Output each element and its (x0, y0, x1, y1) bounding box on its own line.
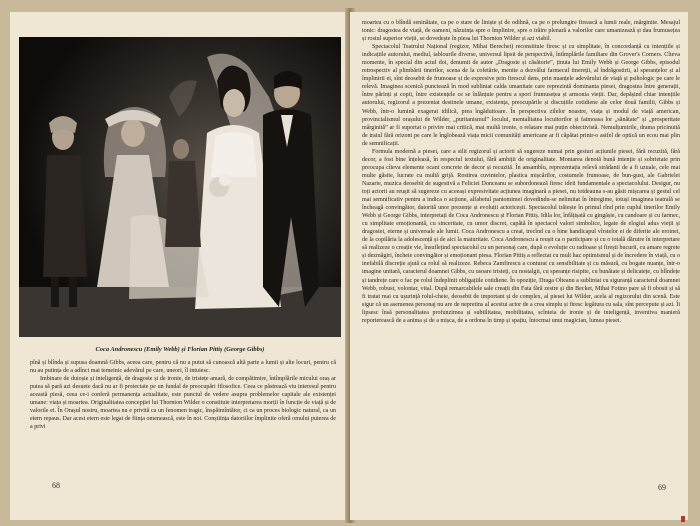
paragraph: moartea cu o blîndă seninătate, ca pe o stare de liniște și de odihnă, ca pe o prelungire firească a lumii reale, mărginite. Mesajul tonic: dragostea de viață, de oameni, năzuința spre o împlinire, spre o trăire plenară a valorilor care umanizează și dau frumusețea și rostul superior vieții, se dovedește în piesa lui Thornton Wilder și azi viabil. (362, 20, 680, 43)
left-page-text (30, 359, 336, 431)
wedding-scene-image (19, 37, 341, 337)
left-page (10, 12, 348, 520)
paragraph: Imbinare de duioșie și inteligență, de dragoste și de ironie, de tristețe amară, de compătimire, întîmplările micului oraș ar putea să pară azi desuete dacă nu ar fi proiectate pe un fundal de preocupări filosofice. Ceea ce păstrează viu interesul pentru această piesă, ceea ce-i conferă permanența actualitate, este punctul de vedere asupra problemelor capitale ale existenței umane: viața și moartea. Originalitatea concepției lui Thornton Wilder o constituie interpretarea morții în funcție de viață și de valorile ei. În Orașul nostru, moartea nu e privită ca un fenomen tragic, înspăimîntător, ci ca un proces biologic natural, ca un etern repaus. Dar acest etern este legat de ființa omenească, este în noi. Conștiința datoriilor împlinite oferă omului puterea de a privi (30, 376, 336, 431)
page-number-right: 69 (658, 483, 666, 492)
photo-caption: Coca Andronescu (Emily Webb) și Florian Pittiș (George Gibbs) (95, 346, 265, 353)
paragraph: pînă și blînda și supusa doamnă Gibbs, aceea care, pentru că nu a putut să cunoască altă parte a lumii și alte locuri, pentru că nu au putința de a adînci mai temeinic adevărul pe care, uneori, îl intuiesc. (30, 360, 336, 375)
bookmark-ribbon (681, 516, 685, 522)
paragraph: Spectacolul Teatrului Național (regizor, Mihai Berechet) reconstituie firesc și cu simplitate, în concordanță cu intențiile și indicațiile autorului, mediul, tablourile diverse, universul lipsit de perspectivă, întîmplările familiare din Grover's Corners. Cîteva momente, în special din actul doi, denumit de autor „Dragoste și căsătorie”, ținuta lui Emily Webb și George Gibbs, episodul retrospectiv al plimbării tinerilor, scena de la cofetărie, menite a dezvălui farmecul tinereții, al îndrăgostirii, al speranțelor și al împlinirii ei, sînt deosebit de frumoase și de expresive prin firescul dens, prin nuanțele adevărului de viață și psihologic pe care le relevă. Imaginea scenică punctează în mod subliniat calda umanitate care reprezintă dominanta piesei, dragostea între generații, între părinți și copii, între existențele ce se înlănțuie pentru a spori frumusețea și armonia vieții. Dar, depășind chiar intențiile autorului, regizorul a prezentat destinele umane, existența, preocupările și discuțiile cotidiene ale celor două familii, Gibbs și Webb, într-o lumină exagerat idilică, prea îngăduitoare. În perspectiva zilelor noastre, viața și modul de viață american, provincialismul orașului de Wilder, „puritanismul” locului, mentalitatea locuitorilor și faimoasa lor „sănătate” și „prosperitate mărginită” ar fi suportat o privire mai critică, mai multă ironie, o relatare mai puțin obiectivistă. Nemulțumirile, drama pricinuită de traiul fără orizont pe care le înglobează viața micii comunități americane ar fi căpătat printr-o astfel de optică un ecou mai plin de semnificații. (362, 44, 680, 147)
right-page (350, 12, 688, 520)
page-number-left: 68 (52, 481, 60, 490)
right-page-text (362, 19, 680, 325)
wedding-scene-photo (19, 37, 341, 337)
paragraph: Formula modernă a piesei, care a silit regizorul și actorii să sugereze numai prin gesturi acțiunile piesei, fără recuzită, fără decor, a fost bine înțeleasă, în respectul textului, fără ambiții de originalitate. Montarea denotă bună intenție și sobrietate prin preocupa cîteva elemente ocant concrete de decor și recuzită. În ansamblu, reprezentația relevă strădanii de a fi uzuale, cele mai multe găsite, lucrate cu multă grijă. Rostirea cuvintelor, plastica mișcărilor, costumele frumoase, de bun-gust, ale Gabrielei Nazarie, muzica deosebit de sugestivă a Feliciei Donceanu se subordonează firesc ideii fundamentale a spectacolului. Desigur, nu toți actorii au reușit să sugereze cu aceeași expresivitate acțiunea imaginară a piesei, nu totdeauna s-au găsit mișcarea și gestul cel mai semnificativ pentru a indica o acțiune, alfabetul pantomimei dovedindu-se nelimitat în întregime, totuși imaginea teatrală se încheagă convingător, datorită unor prezențe și evoluții actoricești. Spectacolul trăiește în primul rînd prin cuplul tinerilor Emily Webb și George Gibbs, interpretați de Coca Andronescu și Florian Pittiș. Idila lor, înfățișată cu gingășie, cu candoare și cu farmec, cu simplitate emoționantă, cu sinceritate, cu umor discret, capătă în spectacol valori simbolice, legate de elogiul adus vieții și dragostei, eterne și universale ale lumii. Coca Andronescu a creat, trecînd cu o bine handicapul vîrstelor ei de diferite ale eroinei, de la copilăria la adolescență și de aici la maturitate. Coca Andronescu a reușit ca o participare și cu o totală dăruire în interpretare să realizeze o creație vie, însuflețind spectacolul cu un personaj care, după o evoluție cu radioase și firești bucurii, cu amare regrete și dezmăgiri, încheie convingător și emoționant piesa. Florian Pittiș a reflectat cu mult haz optimismul și de încredere în viață, cu o inefabilă discreție ajută ca rolul să realizeze. Rebeca Zamfirescu a conturat cu sensibilitate și cu măsură, cu bogate nuanțe, într-o imagine unitară, caracterul doamnei Gibbs, cu usoare tristeți, cu nostalgii, cu speranțe risipite, cu bunătate și delicatețe, cu blîndețe și tandrețe care o fac pe rolul îndeplinit obligațiile cotidiene. În opoziție, Draga Olteanu a subliniat cu siguranță caracterul doamnei Webb, robust, volontar, vital. După remarcabilele sale creații din Fata fără zestre și din Becket, Mihai Fotino pare să fi obosit și să fi tratat mai cu ușurință rolul-cheie, deosebit de important și de complex, al piesei lui Wilder, acela al regizorului din scenă. Este sigur că un asemenea personaj nu are de nepretins al acestui actor de a crea simplu și firesc legătura cu sala, sînt percepute și azi. Îi lipsesc însă personalitatea profunzimea și subtilitatea, mobilitatea, scînteia de ironie și de inteligență, inventiva manieră reporterească de a anima și de a mișca, de a ordona în timp și spațiu, întocmai unui magician, lumea piesei. (362, 148, 680, 324)
